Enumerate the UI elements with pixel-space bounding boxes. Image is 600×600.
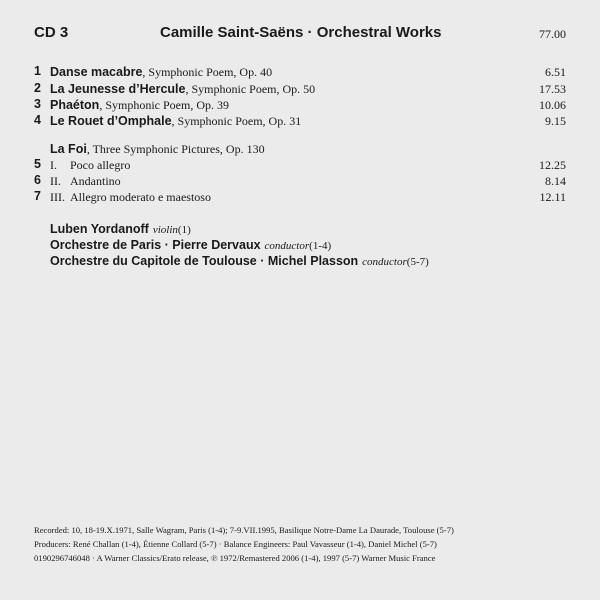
movement-row [34, 157, 566, 173]
track-number: 5 [34, 157, 41, 171]
track-description: , Symphonic Poem, Op. 40 [142, 65, 273, 79]
track-duration: 10.06 [539, 98, 566, 112]
separator: · [256, 254, 268, 268]
movement-roman: II. [50, 174, 61, 188]
track-body [50, 114, 301, 129]
album-title: Camille Saint-Saëns · Orchestral Works [160, 24, 442, 41]
orchestra-name: Orchestre du Capitole de Toulouse [50, 254, 257, 268]
track-number: 2 [34, 81, 41, 95]
track-duration: 12.25 [539, 158, 566, 172]
performer-range: (1) [177, 224, 191, 236]
track-duration: 6.51 [545, 65, 566, 79]
credits-release: 0190296746048 · A Warner Classics/Erato release, ℗ 1972/Remastered 2006 (1-4), 1997 (5-7) Warner Music France [34, 553, 436, 563]
conductor-role: conductor [362, 256, 407, 268]
track-row [34, 81, 566, 97]
movement-roman: I. [50, 158, 57, 172]
track-title: Danse macabre [50, 65, 143, 79]
movement-title: Andantino [70, 174, 121, 188]
movement-row [34, 173, 566, 189]
work-heading [50, 142, 265, 157]
movement-roman: III. [50, 190, 65, 204]
track-body [50, 65, 272, 80]
performer-name: Luben Yordanoff [50, 222, 149, 236]
track-duration: 17.53 [539, 82, 566, 96]
track-number: 3 [34, 97, 41, 111]
movement-title: Poco allegro [70, 158, 131, 172]
track-description: , Symphonic Poem, Op. 39 [99, 98, 229, 112]
conductor-name: Michel Plasson [267, 254, 359, 268]
work-description: , Three Symphonic Pictures, Op. 130 [86, 142, 265, 156]
conductor-name: Pierre Dervaux [172, 238, 261, 252]
track-row [34, 113, 566, 129]
track-row [34, 97, 566, 113]
track-title: Le Rouet d’Omphale [50, 114, 172, 128]
track-number: 1 [34, 64, 41, 78]
orchestra-name: Orchestre de Paris [50, 238, 162, 252]
track-number: 7 [34, 189, 41, 203]
credits-recorded: Recorded: 10, 18-19.X.1971, Salle Wagram, Paris (1-4); 7-9.VII.1995, Basilique Notre-Dame La Daurade, Toulouse (5-7) [34, 525, 454, 535]
track-duration: 8.14 [545, 174, 566, 188]
track-duration: 9.15 [545, 114, 566, 128]
movement-body [50, 174, 121, 189]
movement-title: Allegro moderato e maestoso [70, 190, 211, 204]
cd-label: CD 3 [34, 24, 69, 41]
track-description: , Symphonic Poem, Op. 31 [171, 114, 302, 128]
track-duration: 12.11 [539, 190, 566, 204]
conductor-role: conductor [264, 240, 310, 252]
performer-range: (1-4) [309, 240, 332, 252]
track-title: Phaéton [50, 98, 100, 112]
track-number: 6 [34, 173, 41, 187]
credits [34, 523, 454, 565]
total-duration: 77.00 [539, 27, 566, 41]
track-title: La Jeunesse d’Hercule [50, 82, 186, 96]
separator: · [161, 238, 173, 252]
performer-orchestra-2 [50, 252, 429, 270]
movement-row [34, 189, 566, 205]
track-body [50, 82, 315, 97]
movement-body [50, 190, 211, 205]
track-description: , Symphonic Poem, Op. 50 [185, 82, 316, 96]
track-body [50, 98, 229, 113]
performer-role: violin [152, 224, 178, 236]
work-title: La Foi [50, 142, 87, 156]
track-row [34, 64, 566, 80]
performer-range: (5-7) [406, 256, 429, 268]
track-number: 4 [34, 113, 41, 127]
movement-body [50, 158, 130, 173]
credits-producers: Producers: René Challan (1-4), Étienne Collard (5-7) · Balance Engineers: Paul Vavasseur (1-4), Daniel Michel (5-7) [34, 539, 437, 549]
